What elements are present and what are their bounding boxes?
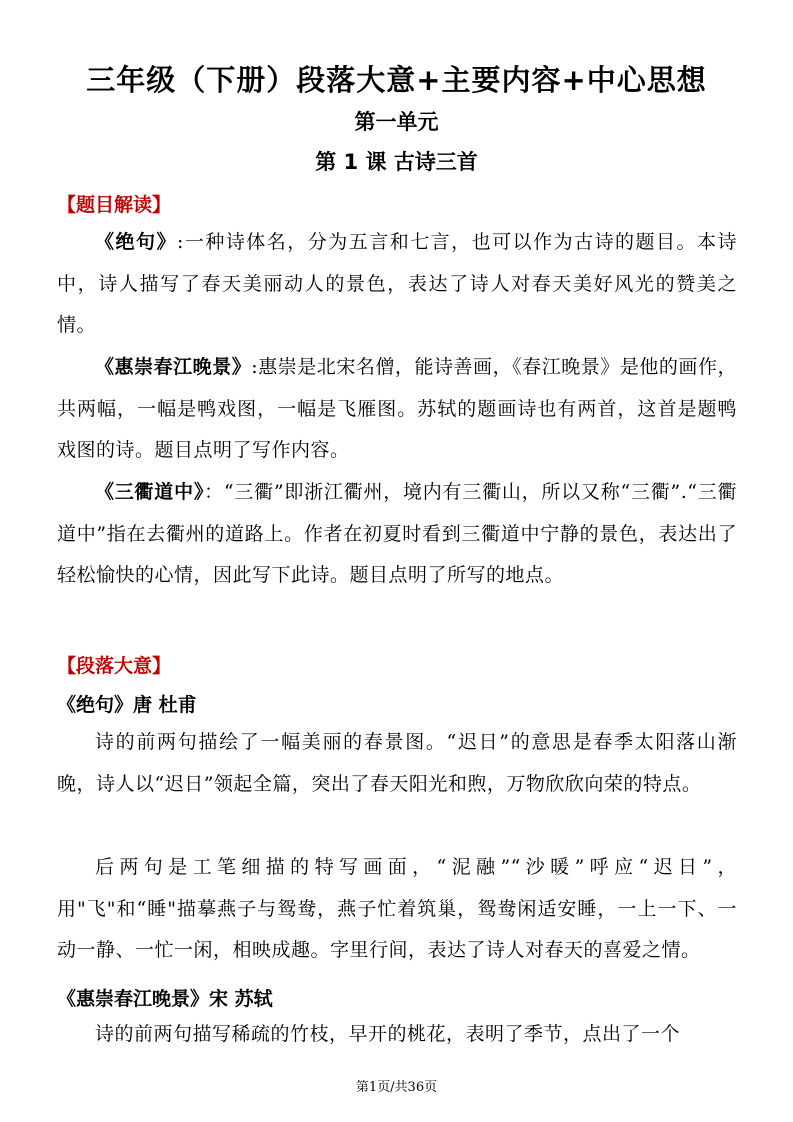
poem1-heading: 《绝句》唐 杜甫 (57, 694, 197, 716)
poem-title-jueju: 《绝句》 (95, 231, 177, 253)
explain-paragraph-1 (57, 222, 737, 347)
poem1-paragraph-2: 后两句是工笔细描的特写画面，“泥融”“沙暖”呼应“迟日”，用"飞"和“睡"描摹燕子与鸳鸯，燕子忙着筑巢，鸳鸯闲适安睡，一上一下、一动一静、一忙一闲，相映成趣。字里行间，表达了诗人对春天的喜爱之情。 (57, 856, 737, 961)
explain-text-3: ：“三衢”即浙江衢州，境内有三衢山，所以又称“三衢”.“三衢道中”指在去衢州的道路上。作者在初夏时看到三衢道中宁静的景色，表达出了轻松愉快的心情，因此写下此诗。题目点明了所写的地点。 (57, 481, 737, 586)
unit-title: 第一单元 (354, 110, 439, 134)
poem2-heading: 《惠崇春江晚景》宋 苏轼 (57, 988, 273, 1010)
section-heading-paragraph: 【段落大意】 (57, 655, 172, 677)
explain-paragraph-3 (57, 472, 737, 597)
lesson-title: 第 1 课 古诗三首 (315, 150, 478, 174)
explain-text-1: :一种诗体名，分为五言和七言，也可以作为古诗的题目。本诗中，诗人描写了春天美丽动人的景色，表达了诗人对春天美好风光的赞美之情。 (57, 231, 737, 336)
explain-paragraph-2 (57, 347, 737, 472)
page-footer: 第1页/共36页 (355, 1080, 438, 1095)
poem1-paragraph-1: 诗的前两句描绘了一幅美丽的春景图。“迟日”的意思是春季太阳落山渐晚，诗人以“迟日”领起全篇，突出了春天阳光和煦，万物欣欣向荣的特点。 (57, 731, 737, 795)
poem-title-sanqu: 《三衢道中》 (95, 481, 205, 503)
poem2-paragraph-1: 诗的前两句描写稀疏的竹枝，早开的桃花，表明了季节，点出了一个 (95, 1023, 681, 1045)
poem-title-huichong: 《惠崇春江晚景》 (95, 356, 252, 378)
document-title: 三年级（下册）段落大意+主要内容+中心思想 (86, 63, 707, 97)
explain-text-2: :惠崇是北宋名僧，能诗善画，《春江晚景》是他的画作，共两幅，一幅是鸭戏图，一幅是飞雁图。苏轼的题画诗也有两首，这首是题鸭戏图的诗。题目点明了写作内容。 (57, 356, 737, 461)
section-heading-explain: 【题目解读】 (57, 194, 172, 216)
